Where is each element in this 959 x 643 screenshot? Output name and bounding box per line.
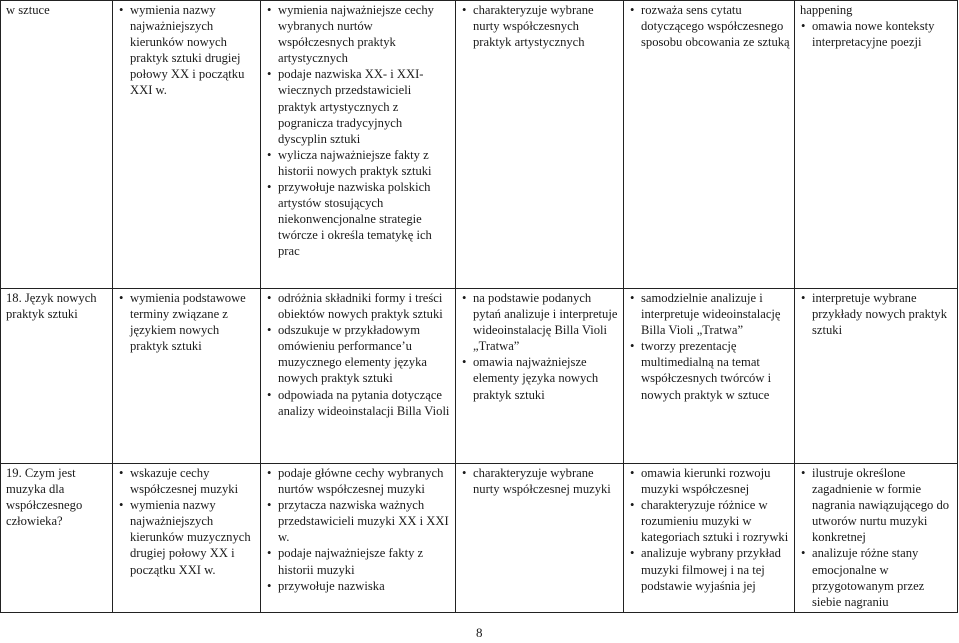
requirements-list [118,2,256,99]
requirements-list [266,290,451,419]
requirements-cell [456,464,624,613]
continued-text: happening [800,3,853,17]
list-item: • przytacza nazwiska ważnych przedstawicieli muzyki XX i XXI w. [266,497,451,545]
topic-cell [1,1,113,289]
requirements-cell [261,1,456,289]
requirements-list [461,2,619,50]
list-item: • wymienia podstawowe terminy związane z językiem nowych praktyk sztuki [118,290,256,354]
list-item: • odszukuje w przykładowym omówieniu performance’u muzycznego elementy języka nowych praktyk sztuki [266,322,451,386]
list-item: • samodzielnie analizuje i interpretuje wideoinstalację Billa Violi „Tratwa” [629,290,790,338]
list-item: • przywołuje nazwiska [266,578,451,594]
list-item: • omawia najważniejsze elementy języka nowych praktyk sztuki [461,354,619,402]
table-row [1,289,958,464]
table-row [1,1,958,289]
topic-cell [1,464,113,613]
requirements-cell [456,1,624,289]
requirements-cell [795,464,958,613]
requirements-cell [261,289,456,464]
list-item: • podaje nazwiska XX- i XXI-wiecznych przedstawicieli praktyk artystycznych z pogranicza tradycyjnych dyscyplin sztuki [266,66,451,146]
list-item: • charakteryzuje różnice w rozumieniu muzyki w kategoriach sztuki i rozrywki [629,497,790,545]
list-item: • podaje główne cechy wybranych nurtów współczesnej muzyki [266,465,451,497]
requirements-list [266,2,451,260]
table-row [1,464,958,613]
list-item: • podaje najważniejsze fakty z historii muzyki [266,545,451,577]
list-item: • wylicza najważniejsze fakty z historii nowych praktyk sztuki [266,147,451,179]
requirements-list [629,290,790,403]
requirements-list [629,465,790,594]
requirements-list [266,465,451,594]
list-item: • charakteryzuje wybrane nurty współczesnej muzyki [461,465,619,497]
list-item: • analizuje różne stany emocjonalne w przygotowanym przez siebie nagraniu [800,545,953,609]
requirements-cell [624,289,795,464]
requirements-list [629,2,790,50]
list-item: • rozważa sens cytatu dotyczącego współczesnego sposobu obcowania ze sztuką [629,2,790,50]
topic-label: w sztuce [6,3,50,17]
requirements-list [118,290,256,354]
requirements-cell [624,1,795,289]
requirements-list [461,465,619,497]
list-item: • ilustruje określone zagadnienie w formie nagrania nawiązującego do utworów nurtu muzyki konkretnej [800,465,953,545]
requirements-cell [113,1,261,289]
requirements-cell [795,1,958,289]
list-item: • analizuje wybrany przykład muzyki filmowej i na tej podstawie wyjaśnia jej [629,545,790,593]
requirements-cell [113,464,261,613]
list-item: • charakteryzuje wybrane nurty współczesnych praktyk artystycznych [461,2,619,50]
topic-label: 19. Czym jest muzyka dla współczesnego człowieka? [6,466,83,529]
list-item: • wskazuje cechy współczesnej muzyki [118,465,256,497]
list-item: • odróżnia składniki formy i treści obiektów nowych praktyk sztuki [266,290,451,322]
list-item: • omawia kierunki rozwoju muzyki współczesnej [629,465,790,497]
list-item: • omawia nowe konteksty interpretacyjne poezji [800,18,953,50]
requirements-cell [624,464,795,613]
list-item: • interpretuje wybrane przykłady nowych praktyk sztuki [800,290,953,338]
list-item: • na podstawie podanych pytań analizuje i interpretuje wideoinstalację Billa Violi „Tratwa” [461,290,619,354]
requirements-cell [113,289,261,464]
list-item: • odpowiada na pytania dotyczące analizy wideoinstalacji Billa Violi [266,387,451,419]
list-item: • przywołuje nazwiska polskich artystów stosujących niekonwencjonalne strategie twórcze i określa tematykę ich prac [266,179,451,259]
requirements-list [461,290,619,403]
requirements-list [800,465,953,610]
list-item: • tworzy prezentację multimedialną na temat współczesnych twórców i nowych praktyk w sztuce [629,338,790,402]
requirements-cell [795,289,958,464]
requirements-list [800,18,953,50]
requirements-list [118,465,256,578]
list-item: • wymienia nazwy najważniejszych kierunków muzycznych drugiej połowy XX i początku XXI w. [118,497,256,577]
list-item: • wymienia najważniejsze cechy wybranych nurtów współczesnych praktyk artystycznych [266,2,451,66]
topic-cell [1,289,113,464]
list-item: • wymienia nazwy najważniejszych kierunków nowych praktyk sztuki drugiej połowy XX i początku XXI w. [118,2,256,99]
requirements-cell [456,289,624,464]
requirements-cell [261,464,456,613]
requirements-list [800,290,953,338]
page-number: 8 [476,625,483,640]
topic-label: 18. Język nowych praktyk sztuki [6,291,97,322]
